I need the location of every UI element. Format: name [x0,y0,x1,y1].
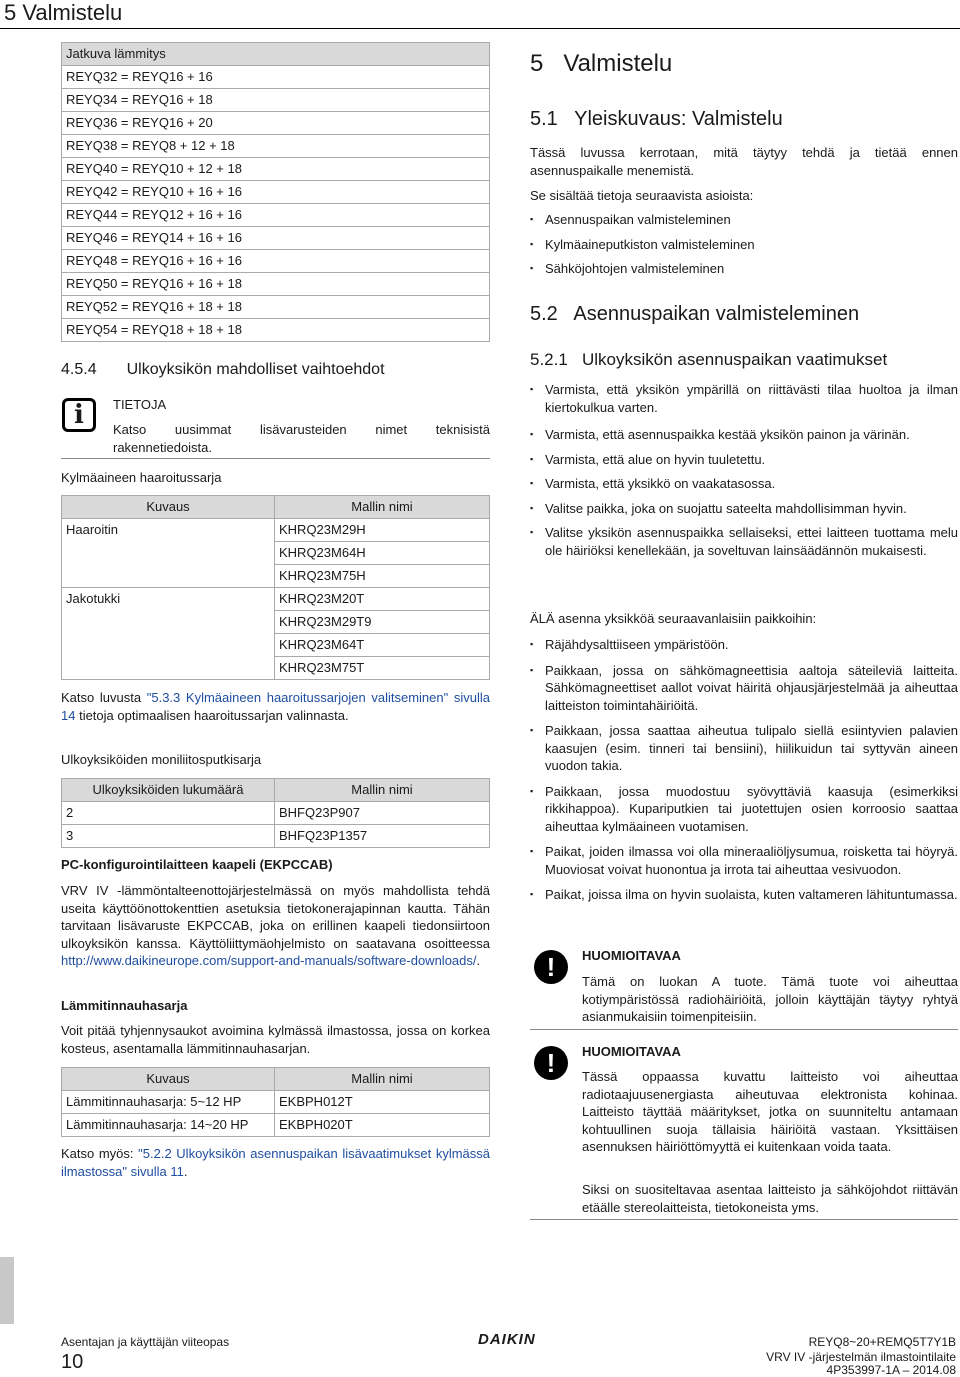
footer-doc-title: Asentajan ja käyttäjän viiteopas [61,1335,230,1349]
table-row: REYQ38 = REYQ8 + 12 + 18 [62,135,490,158]
notice-text: Siksi on suositeltavaa asentaa laitteisto ja sähköjohdot riittävän etäälle stereolaitteista, tietokoneista yms. [582,1182,958,1215]
table-row: Haaroitin KHRQ23M29H [62,519,490,542]
warning-icon: ! [534,1046,568,1080]
side-tab-marker [0,1257,14,1324]
pc-heading: PC-konfigurointilaitteen kaapeli (EKPCCAB) [61,857,333,872]
pc-download-link[interactable]: http://www.daikineurope.com/support-and-manuals/software-downloads/ [61,953,477,968]
footer-model: REYQ8~20+REMQ5T7Y1B [808,1335,956,1349]
refnet-heading: Kylmäaineen haaroitussarja [61,470,222,485]
table-row: KHRQ23M75H [62,565,490,588]
warning-icon: ! [534,950,568,984]
daikin-logo: DAIKIN [478,1331,536,1348]
notice-box-2 [530,1036,958,1220]
table-row: Jakotukki KHRQ23M20T [62,588,490,611]
info-text: Katso uusimmat lisävarusteiden nimet teknisistä rakennetiedoista. [113,422,490,455]
info-notice [61,394,490,459]
list-item: ▪ Varmista, että alue on hyvin tuuletettu. [530,451,958,469]
header-rule [0,28,960,29]
heater-see-also: Katso myös: "5.2.2 Ulkoyksikön asennuspaikan lisävaatimukset kylmässä ilmastossa" sivulla 11. [61,1146,490,1179]
table-row: REYQ46 = REYQ14 + 16 + 16 [62,227,490,250]
col-header-count: Ulkoyksiköiden lukumäärä [62,779,275,802]
pc-text: VRV IV -lämmöntalteenottojärjestelmässä on myös mahdollista tehdä useita käyttöönottokenttien asetuksia tietokonerajapinnan kautta. Tähän tarvitaan lisävaruste EKPCCAB, joka on erillinen kaapeli tiedonsiirtoon ulkoyksikön kanssa. Käyttöliittymäohjelmisto on saatavana osoitteessa http://www.daikineurope.com/support-and-manuals/software-downloads/. [61,883,490,968]
list-item: ▪ Paikkaan, jossa saattaa aiheutua tulipalo siellä esiintyvien palavien kaasujen (esim. tinneri tai bensiini), hiilikuidun tai syttyvän aineen vuodon takia. [530,722,958,775]
list-item: ▪ Valitse yksikön asennuspaikka sellaiseksi, ettei laitteen tuottama melu ole häiriöksi kenellekään, ja soveltuvan lainsäädännön mukaisesti. [530,524,958,559]
col-header-model: Mallin nimi [275,1068,490,1091]
list-item: ▪ Varmista, että yksikkö on vaakatasossa. [530,475,958,493]
notice-text: Tässä oppaassa kuvattu laitteisto voi aiheuttaa radiotaajuusenergiasta aiheutuvaa elektronista kohinaa. Laitteisto täyttää määritykset, jotka on suunniteltu antamaan kohtuullinen suoja tällaisia häiriöitä vastaan. Yksittäisen asennuksen häiriöttömyyttä ei kuitenkaan voida taata. [582,1069,958,1154]
col-header-model: Mallin nimi [275,779,490,802]
section-5-1-heading: 5.1 Yleiskuvaus: Valmistelu [530,108,783,130]
col-header-description: Kuvaus [62,496,275,519]
heater-table [61,1067,490,1137]
page-header-title: 5 Valmistelu [4,0,123,25]
intro-text-1: Tässä luvussa kerrotaan, mitä täytyy tehdä ja tietää ennen asennuspaikalle menemistä. [530,145,958,178]
footer-product: VRV IV -järjestelmän ilmastointilaite [766,1350,956,1364]
list-item: ▪ Paikat, joiden ilmassa voi olla mineraaliöljysumua, roisketta tai höyryä. Muoviosat voivat huonontua ja irrota tai aiheuttaa vesivuodon. [530,843,958,878]
table-row: KHRQ23M75T [62,657,490,680]
intro-text-2: Se sisältää tietoja seuraavista asioista: [530,188,754,203]
chapter-heading: 5 Valmistelu [530,50,673,77]
continuous-heating-table [61,42,490,342]
table-row: REYQ44 = REYQ12 + 16 + 16 [62,204,490,227]
list-item: ▪ Paikkaan, jossa on sähkömagneettisia aaltoja säteileviä laitteita. Sähkömagneettiset aallot voivat häiritä ohjausjärjestelmää ja aiheuttaa laitteiston toimintahäiriöitä. [530,662,958,715]
table-row: Lämmitinnauhasarja: 5~12 HP EKBPH012T [62,1091,490,1114]
list-item: ▪ Paikkaan, jossa muodostuu syövyttäviä kaasuja (esimerkiksi rikkihappoa). Kupariputkien tai juotettujen osien korroosio saattaa aiheuttaa kylmäaineen vuotamisen. [530,783,958,836]
list-item: ▪ Kylmäaineputkiston valmisteleminen [530,236,958,254]
notice-title: HUOMIOITAVAA [582,1044,681,1059]
requirements-list [530,381,958,559]
page-number: 10 [61,1351,84,1373]
heater-heading: Lämmitinnauhasarja [61,998,188,1013]
notice-text: Tämä on luokan A tuote. Tämä tuote voi aiheuttaa kotiympäristössä radiohäiriöitä, jolloin käyttäjän täytyy ryhtyä asianmukaisiin toimenpiteisiin. [582,974,958,1024]
table-row: KHRQ23M64H [62,542,490,565]
multi-heading: Ulkoyksiköiden moniliitosputkisarja [61,752,262,767]
section-4-5-4-heading: 4.5.4 Ulkoyksikön mahdolliset vaihtoehdot [61,361,385,378]
table-row: 2 BHFQ23P907 [62,802,490,825]
list-item: ▪ Paikat, joissa ilma on hyvin suolaista, kuten valtameren lähituntumassa. [530,886,958,904]
table-row: REYQ42 = REYQ10 + 16 + 16 [62,181,490,204]
refnet-table [61,495,490,680]
col-header-model: Mallin nimi [275,496,490,519]
notice-box-1 [530,940,958,1030]
refnet-note-link[interactable]: "5.3.3 Kylmäaineen haaroitussarjojen valitseminen" sivulla 14 [61,690,491,723]
table-row: REYQ36 = REYQ16 + 20 [62,112,490,135]
table-row: KHRQ23M29T9 [62,611,490,634]
col-header-description: Kuvaus [62,1068,275,1091]
section-5-2-1-heading: 5.2.1 Ulkoyksikön asennuspaikan vaatimukset [530,350,888,369]
section-5-2-heading: 5.2 Asennuspaikan valmisteleminen [530,303,860,325]
table-row: REYQ48 = REYQ16 + 16 + 16 [62,250,490,273]
refnet-note: Katso luvusta "5.3.3 Kylmäaineen haaroitussarjojen valitseminen" sivulla 14 tietoja optimaalisen haaroitussarjan valinnasta. [61,690,491,723]
notice-title: HUOMIOITAVAA [582,948,681,963]
table-row: REYQ54 = REYQ18 + 18 + 18 [62,319,490,342]
do-not-install-intro: ÄLÄ asenna yksikköä seuraavanlaisiin paikkoihin: [530,611,817,626]
table-row: Lämmitinnauhasarja: 14~20 HP EKBPH020T [62,1114,490,1137]
topic-list [530,211,958,278]
info-icon: i [62,398,96,432]
table-row: 3 BHFQ23P1357 [62,825,490,848]
table-row: REYQ40 = REYQ10 + 12 + 18 [62,158,490,181]
list-item: ▪ Sähköjohtojen valmisteleminen [530,260,958,278]
footer-doc-number: 4P353997-1A – 2014.08 [826,1363,956,1377]
do-not-install-list [530,636,958,904]
table-row: KHRQ23M64T [62,634,490,657]
table-header: Jatkuva lämmitys [62,43,490,66]
heater-text: Voit pitää tyhjennysaukot avoimina kylmässä ilmastossa, jossa on korkea kosteus, asentamalla lämmitinnauhasarjan. [61,1023,490,1056]
info-title: TIETOJA [113,397,167,412]
table-row: REYQ32 = REYQ16 + 16 [62,66,490,89]
list-item: ▪ Valitse paikka, joka on suojattu sateelta mahdollisimman hyvin. [530,500,958,518]
table-row: REYQ52 = REYQ16 + 18 + 18 [62,296,490,319]
heater-see-link[interactable]: "5.2.2 Ulkoyksikön asennuspaikan lisävaatimukset kylmässä ilmastossa" sivulla 11 [61,1146,490,1179]
list-item: ▪ Asennuspaikan valmisteleminen [530,211,958,229]
list-item: ▪ Räjähdysalttiiseen ympäristöön. [530,636,958,654]
table-row: REYQ34 = REYQ16 + 18 [62,89,490,112]
list-item: ▪ Varmista, että yksikön ympärillä on riittävästi tilaa huoltoa ja ilman kiertokulkua varten. [530,381,958,416]
list-item: ▪ Varmista, että asennuspaikka kestää yksikön painon ja värinän. [530,426,958,444]
table-row: REYQ50 = REYQ16 + 16 + 18 [62,273,490,296]
multi-table [61,778,490,848]
